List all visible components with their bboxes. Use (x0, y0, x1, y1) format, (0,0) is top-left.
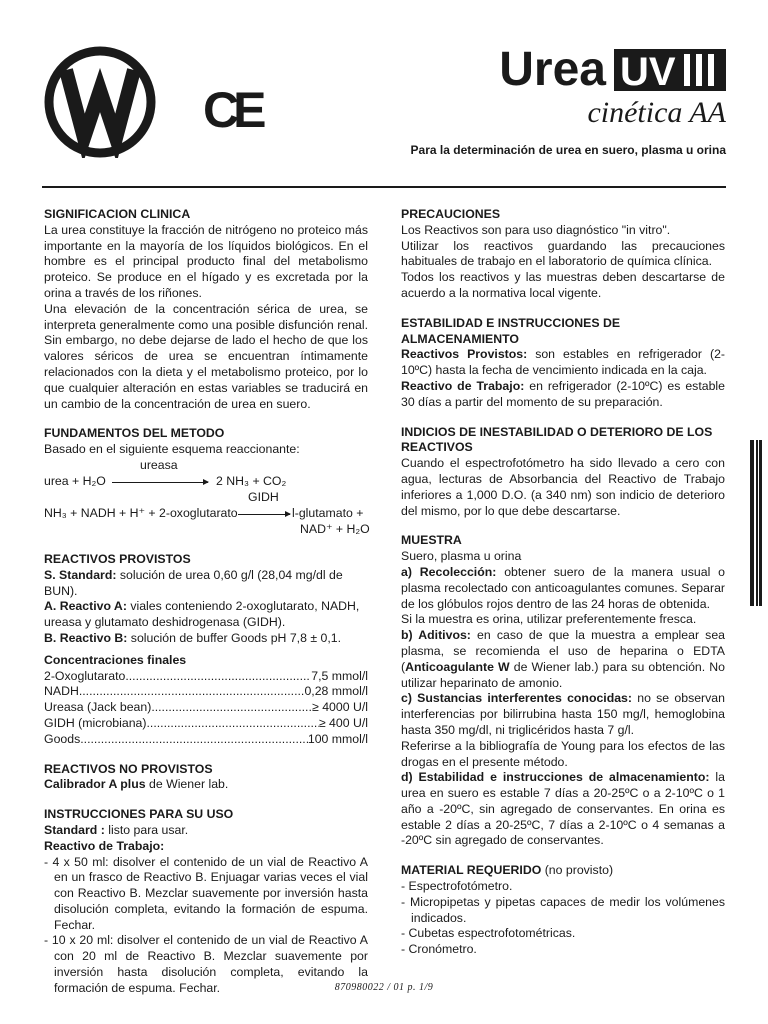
page-footer: 870980022 / 01 p. 1/9 (334, 982, 434, 993)
material-list (401, 879, 725, 958)
paragraph: Referirse a la bibliografía de Young para los efectos de las drogas en el presente método. (401, 738, 725, 769)
section-concentraciones (44, 653, 368, 748)
section-estabilidad (401, 316, 725, 411)
concentration-row: GIDH (microbiana) ..... ≥ 400 U/l (44, 716, 368, 732)
equation-right: l-glutamato + (292, 505, 364, 520)
section-title: REACTIVOS PROVISTOS (44, 551, 191, 566)
list-item: - Espectrofotómetro. (401, 879, 513, 894)
concentration-row: 2-Oxoglutarato ..... 7,5 mmol/l (44, 669, 368, 685)
section-indicios (401, 425, 725, 520)
section-title: REACTIVOS NO PROVISTOS (44, 761, 213, 776)
section-title: INDICIOS DE INESTABILIDAD O DETERIORO DE LOS REACTIVOS (401, 424, 713, 455)
list-item: - Cubetas espectrofotométricas. (401, 926, 576, 941)
paragraph: d) Estabilidad e instrucciones de almacenamiento: la urea en suero es estable 7 días a 20-25ºC o a 2-10ºC o 1 año a -20ºC, sin agregado de conservantes. En orina es estable 2 días a 20-25ºC, 7 días a 2-10ºC o 4 semanas a -20ºC sin agregado de conservantes. (401, 770, 725, 848)
paragraph: c) Sustancias interferentes conocidas: no se observan interferencias por bilirrubina hasta 150 mg/l, hemoglobina hasta 350 mg/dl, ni triglicéridos hasta 7 g/l. (401, 691, 725, 737)
enzyme-label: GIDH (248, 489, 279, 504)
equation-left: urea + H₂O (44, 473, 106, 488)
reaction-arrow-icon (238, 514, 290, 515)
paragraph: b) Aditivos: en caso de que la muestra a emplear sea plasma, se recomienda el uso de heparina o EDTA (Anticoagulante W de Wiener lab.) para su obtención. No utilizar heparinato de amonio. (401, 628, 725, 690)
section-title: INSTRUCCIONES PARA SU USO (44, 807, 234, 822)
section-reactivos-provistos (44, 552, 368, 647)
equation-1 (44, 474, 368, 490)
paragraph: Los Reactivos son para uso diagnóstico "in vitro". (401, 222, 671, 237)
product-brand (499, 45, 726, 95)
reactivo-item: B. Reactivo B: solución de buffer Goods pH 7,8 ± 0,1. (44, 630, 342, 645)
concentration-row: NADH ..... 0,28 mmol/l (44, 684, 368, 700)
paragraph: Una elevación de la concentración sérica de urea, se interpreta generalmente como una posible disfunción renal. Sin embargo, no debe dejarse de lado el hecho de que los valores séricos de urea se encuentran íntimamente relacionados con la dieta y el metabolismo proteico, por lo que cualquier alteración en estas variables se traducirá en un cambio de la concentración de urea en suero. (44, 301, 368, 411)
equation-enzyme-1 (44, 458, 368, 474)
list-item: - Cronómetro. (401, 942, 477, 957)
enzyme-label: ureasa (140, 457, 178, 472)
paragraph: Si la muestra es orina, utilizar preferentemente fresca. (401, 612, 697, 627)
equation-right: 2 NH₃ + CO₂ (216, 473, 287, 488)
section-instrucciones (44, 807, 368, 997)
wiener-logo-icon (44, 46, 156, 158)
paragraph: Todos los reactivos y las muestras deben descartarse de acuerdo a la normativa local vigente. (401, 270, 725, 300)
section-title: MUESTRA (401, 533, 462, 548)
paragraph: a) Recolección: obtener suero de la manera usual o plasma recolectado con anticoagulantes comunes. Separar de los glóbulos rojos dentro de las 24 horas de obtenida. (401, 564, 726, 611)
equation-left: NH₃ + NADH + H⁺ + 2-oxoglutarato (44, 505, 238, 520)
list-item: - 10 x 20 ml: disolver el contenido de un vial de Reactivo A con 20 ml de Reactivo B. Mezclar suavemente por inversión hasta disolución completa, evitando la formación de espuma. Fechar. (44, 933, 368, 995)
header-divider (42, 186, 726, 188)
paragraph: Standard : listo para usar. (44, 822, 189, 837)
margin-bar-mark (750, 440, 762, 606)
list-item: - Micropipetas y pipetas capaces de medir los volúmenes indicados. (401, 894, 725, 925)
section-precauciones (401, 207, 725, 302)
paragraph: La urea constituye la fracción de nitrógeno no proteico más importante en la mayoría de los líquidos biológicos. En el hombre es el principal producto final del metabolismo proteico. Se produce en el hígado y es excretada por la orina a través de los riñones. (44, 222, 368, 300)
tagline: Para la determinación de urea en suero, plasma u orina (410, 143, 726, 157)
section-title: SIGNIFICACION CLINICA (44, 207, 191, 221)
right-column (401, 207, 725, 972)
section-significacion (44, 207, 368, 412)
reactivo-item: S. Standard: solución de urea 0,60 g/l (28,04 mg/dl de BUN). (44, 567, 343, 598)
paragraph: Reactivos Provistos: son estables en refrigerador (2-10ºC) hasta la fecha de vencimiento indicada en la caja. (401, 347, 725, 378)
concentration-row: Ureasa (Jack bean) ..... ≥ 4000 U/l (44, 700, 368, 716)
list-item: - 4 x 50 ml: disolver el contenido de un vial de Reactivo A en un frasco de Reactivo B. Enjuagar varias veces el vial con Reactivo B. Mezclar suavemente por inversión hasta disolución completa, evitando la formación de espuma. Fechar. (44, 854, 368, 932)
reaction-arrow-icon (112, 482, 208, 483)
subheading: Reactivo de Trabajo: (44, 838, 165, 853)
section-no-provistos (44, 762, 368, 794)
subtitle: cinética AA (587, 96, 726, 129)
section-fundamentos (44, 426, 368, 538)
paragraph: Suero, plasma u orina (401, 549, 522, 564)
paragraph: Utilizar los reactivos guardando las precauciones habituales de trabajo en el laboratorio de química clínica. (401, 238, 725, 269)
instruction-list (44, 855, 368, 997)
ce-mark: CE (203, 82, 261, 138)
paragraph: Cuando el espectrofotómetro ha sido llevado a cero con agua, lecturas de Absorbancia del Reactivo de Trabajo inferiores a 1,000 D.O. (a 340 nm) son indicio de deterioro del mismo, por lo que debe descartarse. (401, 456, 725, 518)
uv-badge-text: UV (620, 50, 676, 91)
section-material (401, 863, 725, 958)
left-column (44, 207, 368, 1011)
equation-enzyme-2 (44, 490, 368, 506)
paragraph: Basado en el siguiente esquema reaccionante: (44, 442, 300, 457)
paragraph: Reactivo de Trabajo: en refrigerador (2-10ºC) es estable 30 días a partir del momento de su preparación. (401, 378, 725, 409)
section-title: MATERIAL REQUERIDO (no provisto) (401, 863, 614, 878)
section-title: Concentraciones finales (44, 652, 187, 667)
section-title: PRECAUCIONES (401, 207, 501, 221)
equation-2-continued (44, 522, 368, 538)
brand-word: Urea (499, 43, 606, 96)
equation-2 (44, 506, 368, 522)
section-title: ESTABILIDAD E INSTRUCCIONES DE ALMACENAMIENTO (401, 315, 621, 346)
concentration-row: Goods ..... 100 mmol/l (44, 732, 368, 748)
equation-right: NAD⁺ + H₂O (300, 521, 370, 536)
uv-badge-icon (614, 49, 726, 91)
reactivo-item: A. Reactivo A: viales conteniendo 2-oxoglutarato, NADH, ureasa y glutamato deshidrogenasa (GIDH). (44, 599, 360, 630)
section-title: FUNDAMENTOS DEL METODO (44, 426, 225, 441)
paragraph: Calibrador A plus de Wiener lab. (44, 777, 229, 792)
section-muestra (401, 533, 725, 849)
